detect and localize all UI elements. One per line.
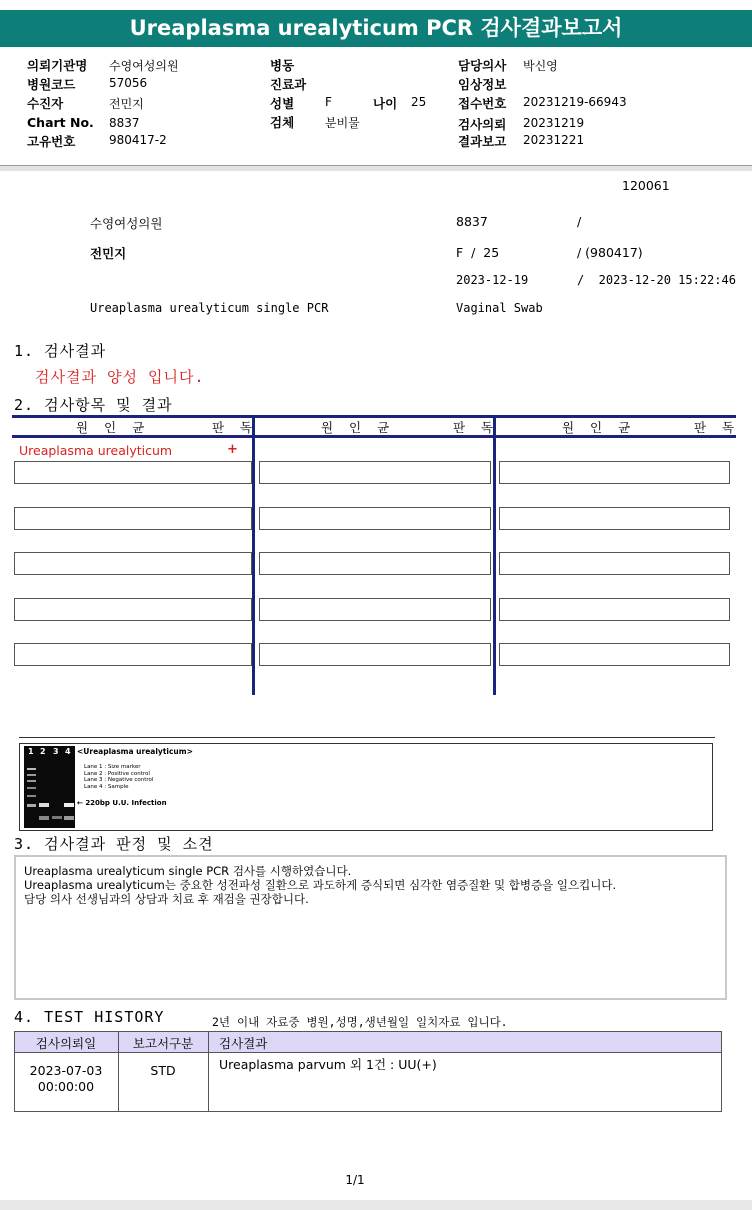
opinion-line: 담당 의사 선생님과의 상담과 치료 후 재검을 권장합니다.	[24, 892, 309, 906]
header-value-chart-no: 8837	[109, 116, 140, 130]
result-cell	[259, 507, 491, 530]
header-value-unique-no: 980417-2	[109, 133, 167, 147]
table-col-divider-1	[252, 415, 255, 695]
gel-lane-4: 4	[65, 747, 71, 756]
header-pathogen-2: 원 인 균	[321, 420, 396, 435]
summary-sex-age: F / 25	[456, 245, 500, 260]
header-label-doctor: 담당의사	[458, 58, 507, 73]
summary-patient: 전민지	[90, 246, 127, 261]
header-label-ward: 병동	[270, 58, 295, 73]
history-row-date: 2023-07-03	[29, 1063, 103, 1078]
summary-id: / (980417)	[577, 245, 643, 260]
result-cell	[259, 643, 491, 666]
gel-lane-1: 1	[28, 747, 34, 756]
result-cell	[14, 507, 252, 530]
header-value-clinic: 수영여성의원	[109, 59, 179, 73]
gel-image	[24, 746, 75, 828]
header-label-clinical-info: 임상정보	[458, 77, 507, 92]
history-header-date: 검사의뢰일	[35, 1036, 97, 1051]
result-cell	[499, 461, 730, 484]
header-value-receipt-no: 20231219-66943	[523, 95, 627, 109]
result-cell	[499, 507, 730, 530]
header-value-patient: 전민지	[109, 97, 144, 111]
opinion-line: Ureaplasma urealyticum는 중요한 성전파성 질환으로 과도하게 증식되면 심각한 염증질환 및 합병증을 일으킵니다.	[24, 878, 617, 892]
result-cell	[14, 598, 252, 621]
header-pathogen-3: 원 인 균	[562, 420, 637, 435]
result-cell	[259, 552, 491, 575]
header-label-report-date: 결과보고	[458, 134, 507, 149]
header-label-chart-no: Chart No.	[27, 115, 94, 130]
history-col-divider	[208, 1031, 209, 1112]
summary-request-date: 2023-12-19	[456, 273, 529, 287]
history-row-time: 00:00:00	[37, 1079, 95, 1094]
pathogen-name: Ureaplasma urealyticum	[19, 443, 173, 458]
header-value-doctor: 박신영	[523, 59, 558, 73]
summary-report-datetime: / 2023-12-20 15:22:46	[577, 273, 736, 287]
history-note: 2년 이내 자료중 병원,성명,생년월일 일치자료 입니다.	[212, 1015, 508, 1029]
gel-title: <Ureaplasma urealyticum>	[77, 747, 193, 756]
report-title: Ureaplasma urealyticum PCR 검사결과보고서	[0, 10, 752, 47]
result-cell	[14, 552, 252, 575]
gel-panel-rule	[19, 737, 715, 738]
result-cell	[499, 598, 730, 621]
header-reading-2: 판 독	[453, 420, 500, 435]
summary-specimen: Vaginal Swab	[456, 301, 543, 315]
header-label-clinic: 의뢰기관명	[27, 58, 88, 73]
summary-chart: 8837	[456, 214, 488, 229]
result-cell	[499, 643, 730, 666]
header-value-sex: F	[325, 95, 332, 109]
header-reading-3: 판 독	[694, 420, 741, 435]
result-cell	[259, 461, 491, 484]
history-row-type: STD	[150, 1063, 176, 1078]
summary-clinic: 수영여성의원	[90, 216, 163, 231]
header-value-specimen: 분비물	[325, 116, 360, 130]
section2-title: 2. 검사항목 및 결과	[14, 396, 173, 414]
header-label-specimen: 검체	[270, 115, 295, 130]
summary-separator: /	[577, 214, 582, 229]
result-message: 검사결과 양성 입니다.	[35, 368, 205, 386]
result-cell	[14, 461, 252, 484]
opinion-box	[14, 855, 727, 1000]
gel-band-label: ← 220bp U.U. Infection	[77, 799, 167, 807]
header-label-receipt-no: 접수번호	[458, 96, 507, 111]
header-label-patient: 수진자	[27, 96, 64, 111]
section3-title: 3. 검사결과 판정 및 소견	[14, 835, 214, 853]
gel-lane-3: 3	[53, 747, 59, 756]
opinion-line: Ureaplasma urealyticum single PCR 검사를 시행하였습니다.	[24, 864, 352, 878]
history-header-result: 검사결과	[219, 1036, 268, 1051]
summary-test-name: Ureaplasma urealyticum single PCR	[90, 301, 329, 315]
result-cell	[499, 552, 730, 575]
footer-band	[0, 1200, 752, 1210]
pathogen-reading: +	[227, 442, 238, 457]
header-label-hospital-code: 병원코드	[27, 77, 76, 92]
header-value-hospital-code: 57056	[109, 76, 148, 90]
header-label-age: 나이	[373, 96, 398, 111]
table-col-divider-2	[493, 415, 496, 695]
header-value-age: 25	[411, 95, 427, 109]
gel-lane-2: 2	[40, 747, 46, 756]
header-value-request-date: 20231219	[523, 116, 585, 130]
page-number: 1/1	[345, 1173, 365, 1187]
header-label-request-date: 검사의뢰	[458, 117, 507, 132]
header-reading-1: 판 독	[212, 420, 259, 435]
summary-code: 120061	[622, 178, 670, 193]
header-pathogen-1: 원 인 균	[76, 420, 151, 435]
section1-title: 1. 검사결과	[14, 342, 107, 360]
history-row-result: Ureaplasma parvum 외 1건 : UU(+)	[219, 1057, 437, 1072]
header-value-report-date: 20231221	[523, 133, 585, 147]
result-cell	[14, 643, 252, 666]
section4-title: 4. TEST HISTORY	[14, 1008, 165, 1026]
header-label-unique-no: 고유번호	[27, 134, 76, 149]
header-divider	[0, 166, 752, 171]
gel-image-panel	[19, 743, 713, 831]
gel-legend: Lane 1 : Size marker Lane 2 : Positive control Lane 3 : Negative control Lane 4 : Sample	[84, 764, 154, 790]
history-header-type: 보고서구분	[132, 1036, 194, 1051]
header-label-sex: 성별	[270, 96, 295, 111]
header-label-dept: 진료과	[270, 77, 307, 92]
history-header-rule	[14, 1052, 722, 1053]
result-cell	[259, 598, 491, 621]
